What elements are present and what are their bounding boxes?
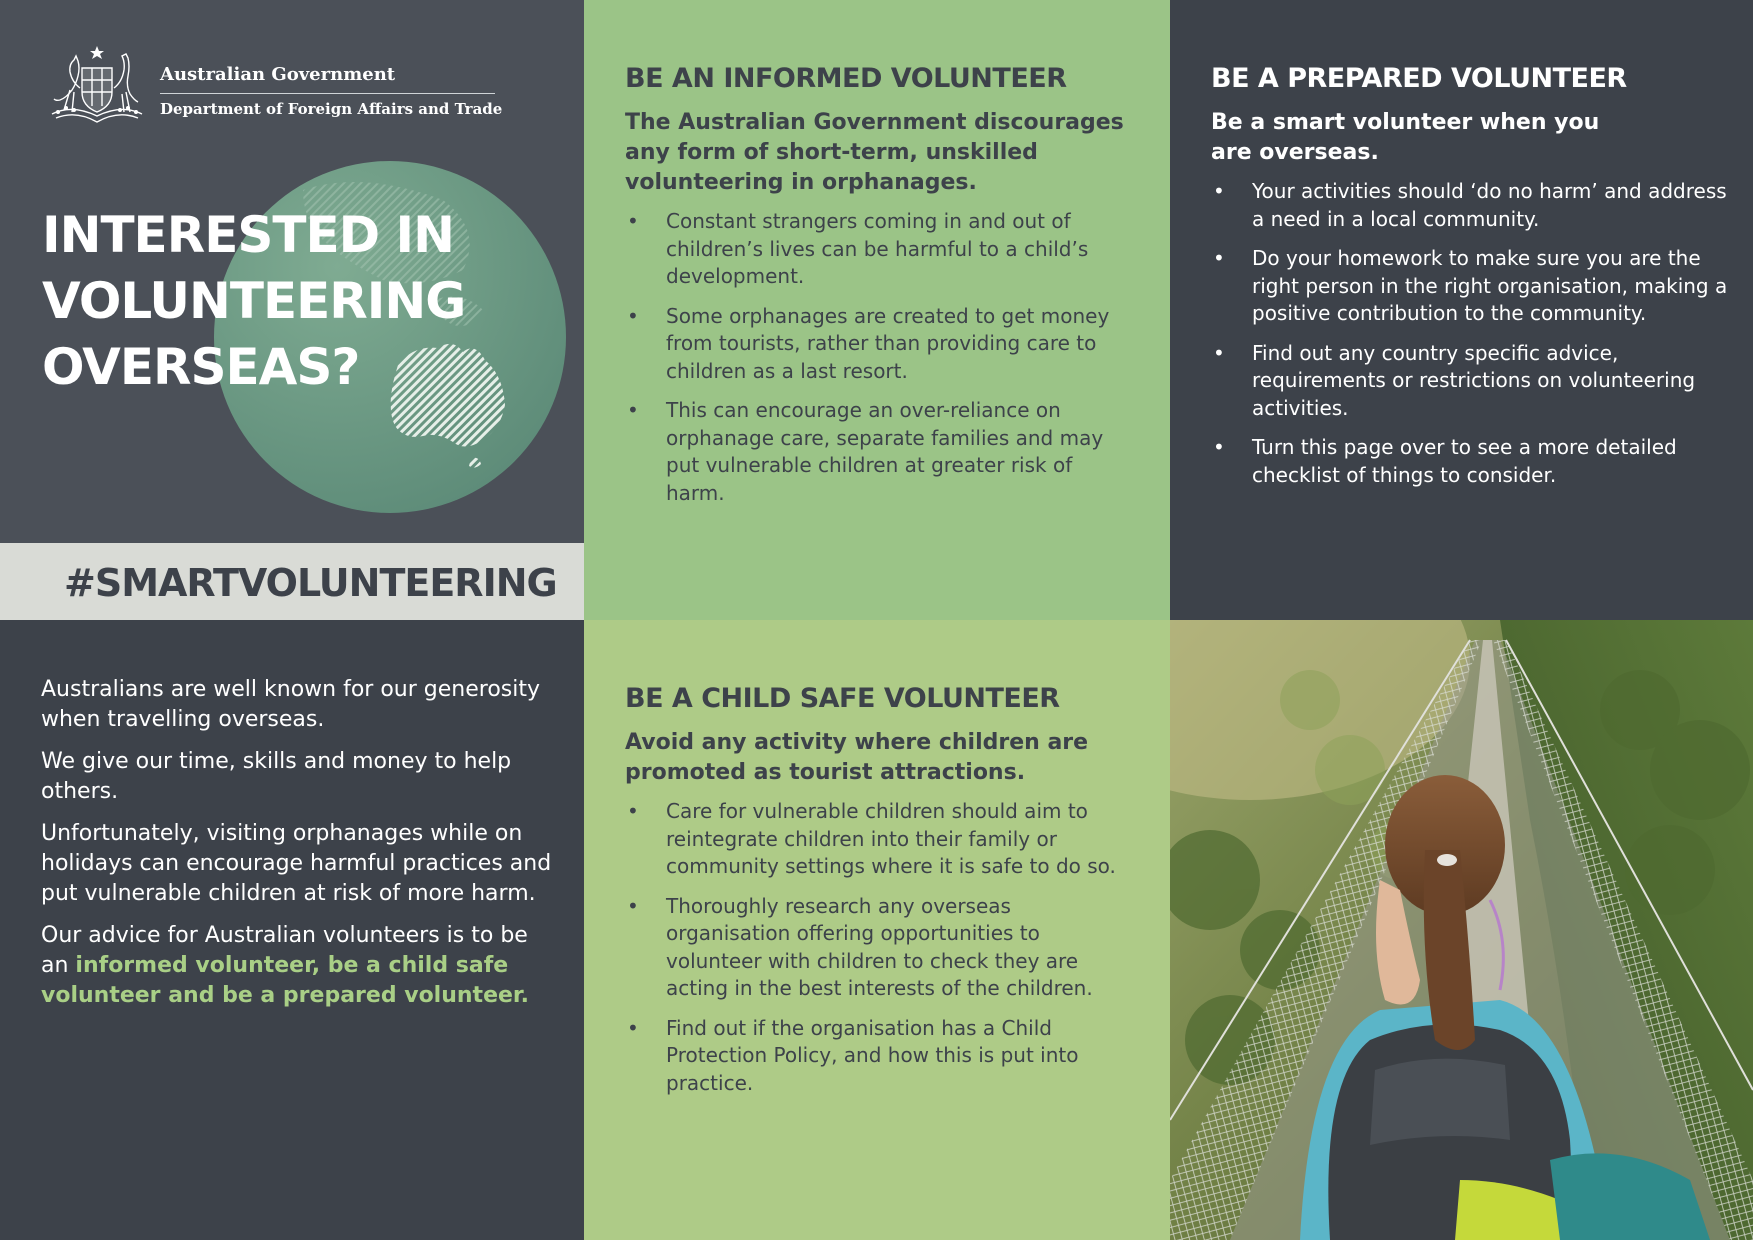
about-paragraph-4 [41, 921, 561, 1011]
intro-panel [0, 0, 584, 543]
hiker-photo-panel [1170, 620, 1753, 1240]
logo-department-name: Department of Foreign Affairs and Trade [160, 100, 503, 118]
about-paragraph-3: Unfortunately, visiting orphanages while on holidays can encourage harmful practices and put vulnerable children at risk of more harm. [41, 821, 552, 906]
about-advice-text: Our advice for Australian volunteers is to be an [41, 923, 528, 978]
prepared-bullet-2: • Do your homework to make sure you are the right person in the right organisation, making a positive contribution to the community. [1211, 245, 1731, 328]
informed-heading: BE AN INFORMED VOLUNTEER [625, 63, 1067, 94]
child-safe-volunteer-panel [584, 620, 1170, 1240]
prepared-bullet-1: • Your activities should ‘do no harm’ and address a need in a local community. [1211, 178, 1731, 233]
prepared-bullet-list [1211, 178, 1731, 489]
main-title [42, 202, 466, 400]
childsafe-content [625, 682, 1135, 1109]
childsafe-bullet-3: • Find out if the organisation has a Child Protection Policy, and how this is put into practice. [625, 1015, 1135, 1098]
about-advice-highlight: informed volunteer, be a child safe volunteer and be a prepared volunteer. [41, 953, 529, 1008]
logo-divider [160, 93, 495, 94]
informed-content [625, 62, 1135, 519]
main-title-line-1: INTERESTED IN [42, 206, 454, 264]
informed-bullet-list [625, 208, 1135, 507]
informed-lead: The Australian Government discourages any form of short-term, unskilled volunteering in orphanages. [625, 110, 1124, 195]
informed-volunteer-panel [584, 0, 1170, 620]
prepared-bullet-3: • Find out any country specific advice, requirements or restrictions on volunteering activities. [1211, 340, 1731, 423]
about-text [41, 675, 561, 1023]
about-paragraph-2: We give our time, skills and money to help others. [41, 749, 512, 804]
informed-bullet-2: • Some orphanages are created to get money from tourists, rather than providing care to children as a last resort. [625, 303, 1135, 386]
prepared-volunteer-panel [1170, 0, 1753, 620]
government-logo [42, 44, 503, 126]
informed-bullet-1: • Constant strangers coming in and out of children’s lives can be harmful to a child’s development. [625, 208, 1135, 291]
hashtag-band [0, 543, 584, 620]
hashtag: #SMARTVOLUNTEERING [64, 561, 557, 605]
childsafe-bullet-list [625, 798, 1135, 1097]
prepared-lead: Be a smart volunteer when you are overseas. [1211, 110, 1600, 165]
logo-government-name: Australian Government [160, 64, 396, 85]
main-title-line-2: VOLUNTEERING [42, 272, 466, 330]
about-paragraph-1: Australians are well known for our generosity when travelling overseas. [41, 677, 541, 732]
hiker-on-bridge-photo [1170, 620, 1753, 1240]
childsafe-heading: BE A CHILD SAFE VOLUNTEER [625, 683, 1060, 714]
prepared-content [1211, 62, 1731, 501]
childsafe-bullet-1: • Care for vulnerable children should aim to reintegrate children into their family or community settings where it is safe to do so. [625, 798, 1135, 881]
prepared-bullet-4: • Turn this page over to see a more detailed checklist of things to consider. [1211, 434, 1731, 489]
childsafe-lead: Avoid any activity where children are promoted as tourist attractions. [625, 730, 1089, 785]
about-panel [0, 620, 584, 1240]
coat-of-arms-icon [42, 44, 152, 126]
main-title-line-3: OVERSEAS? [42, 338, 360, 396]
prepared-heading: BE A PREPARED VOLUNTEER [1211, 63, 1627, 94]
informed-bullet-3: • This can encourage an over-reliance on orphanage care, separate families and may put vulnerable children at greater risk of harm. [625, 397, 1135, 507]
childsafe-bullet-2: • Thoroughly research any overseas organisation offering opportunities to volunteer with children to check they are acting in the best interests of the children. [625, 893, 1135, 1003]
